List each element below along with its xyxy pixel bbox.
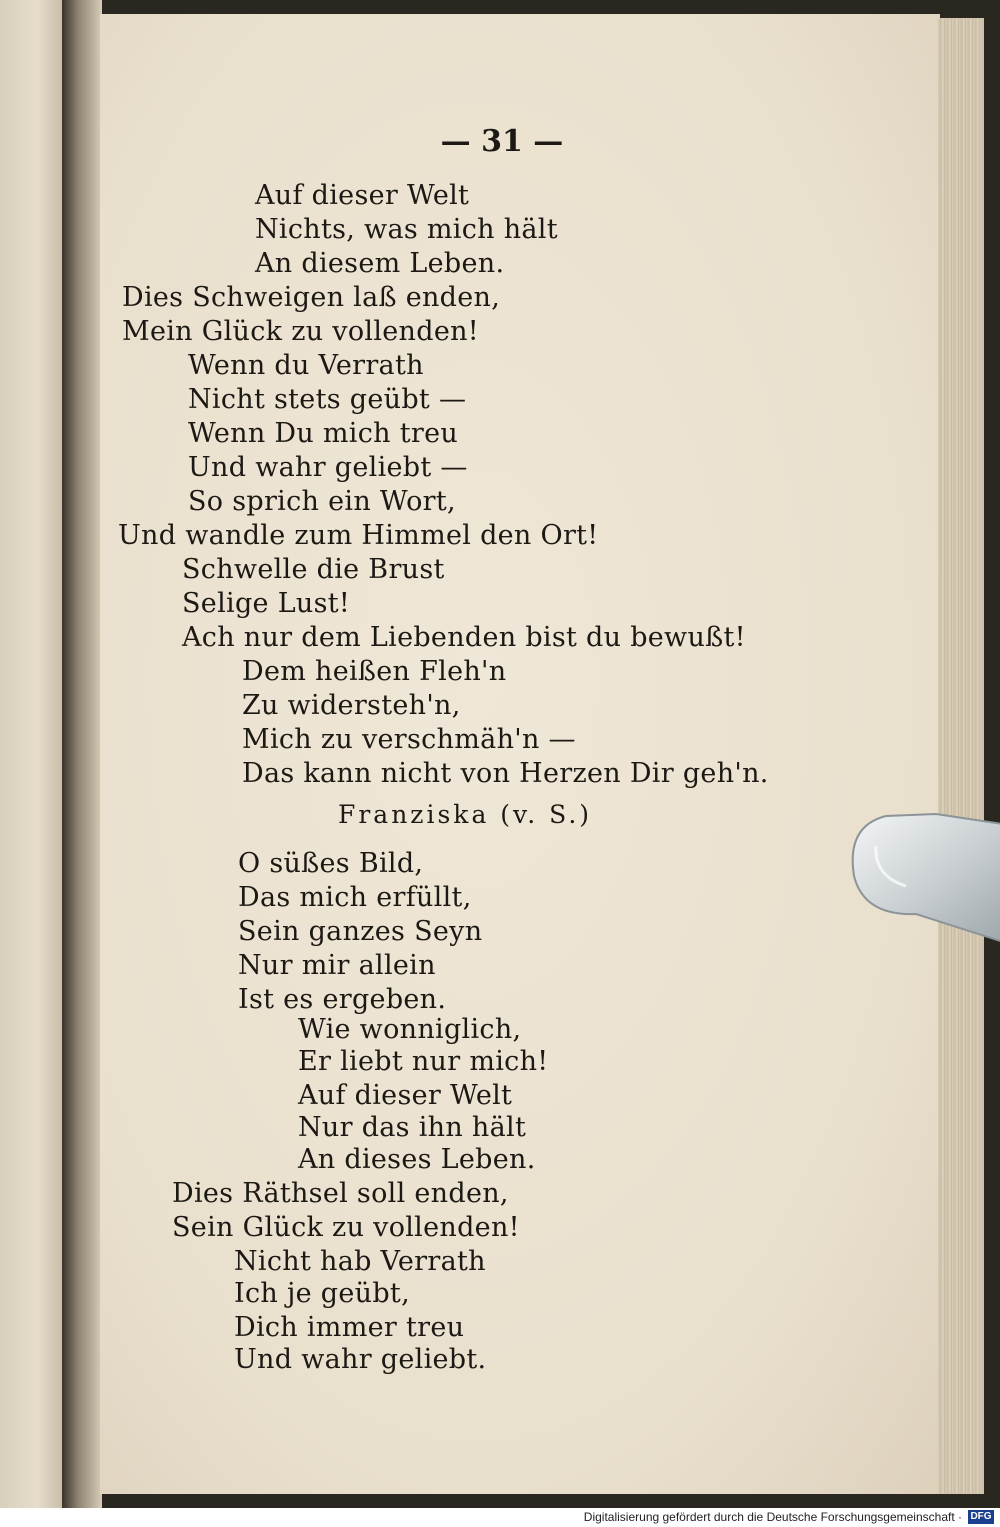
- glass-page-clip: [846, 806, 1000, 956]
- book-gutter: [62, 0, 102, 1508]
- verse-line: Nur mir allein: [238, 950, 436, 981]
- verse-line: Dies Schweigen laß enden,: [122, 282, 501, 313]
- verse-line: Und wahr geliebt —: [188, 452, 468, 483]
- verse-line: Nichts, was mich hält: [255, 214, 558, 245]
- verse-line: Wenn Du mich treu: [188, 418, 459, 449]
- page-number: — 31 —: [440, 124, 564, 159]
- verse-line: Das mich erfüllt,: [238, 882, 472, 913]
- verse-line: Ist es ergeben.: [238, 984, 447, 1015]
- funding-credit: Digitalisierung gefördert durch die Deutsche Forschungsgemeinschaft ·: [583, 1510, 962, 1524]
- verse-line: Schwelle die Brust: [182, 554, 445, 585]
- verse-line: Zu widersteh'n,: [242, 690, 461, 721]
- verse-line: Nicht stets geübt —: [188, 384, 467, 415]
- previous-page-edge: [0, 0, 62, 1508]
- verse-line: Sein Glück zu vollenden!: [172, 1212, 520, 1243]
- verse-line: Ach nur dem Liebenden bist du bewußt!: [182, 622, 746, 653]
- verse-line: Dich immer treu: [234, 1312, 465, 1343]
- verse-line: Nur das ihn hält: [298, 1112, 527, 1143]
- verse-line: Dem heißen Fleh'n: [242, 656, 507, 687]
- verse-line: Sein ganzes Seyn: [238, 916, 483, 947]
- verse-line: O süßes Bild,: [238, 848, 424, 879]
- verse-line: Nicht hab Verrath: [234, 1246, 486, 1277]
- verse-line: Er liebt nur mich!: [298, 1046, 549, 1077]
- verse-line: An diesem Leben.: [255, 248, 505, 279]
- footer-bar: [0, 1508, 1000, 1527]
- verse-line: Wie wonniglich,: [298, 1014, 522, 1045]
- verse-line: So sprich ein Wort,: [188, 486, 456, 517]
- verse-line: Mich zu verschmäh'n —: [242, 724, 576, 755]
- show-through-text: [600, 194, 920, 1394]
- dfg-logo: DFG: [968, 1510, 994, 1524]
- verse-line: Auf dieser Welt: [255, 180, 470, 211]
- speaker-heading: Franziska (v. S.): [338, 800, 593, 829]
- verse-line: An dieses Leben.: [298, 1144, 536, 1175]
- verse-line: Auf dieser Welt: [298, 1080, 513, 1111]
- verse-line: Und wahr geliebt.: [234, 1344, 487, 1375]
- verse-line: Mein Glück zu vollenden!: [122, 316, 479, 347]
- verse-line: Wenn du Verrath: [188, 350, 424, 381]
- verse-line: Das kann nicht von Herzen Dir geh'n.: [242, 758, 769, 789]
- page-stack-edges: [938, 18, 984, 1494]
- verse-line: Ich je geübt,: [234, 1278, 410, 1309]
- verse-line: Dies Räthsel soll enden,: [172, 1178, 509, 1209]
- verse-line: Selige Lust!: [182, 588, 351, 619]
- verse-line: Und wandle zum Himmel den Ort!: [118, 520, 599, 551]
- book-page: [100, 14, 940, 1494]
